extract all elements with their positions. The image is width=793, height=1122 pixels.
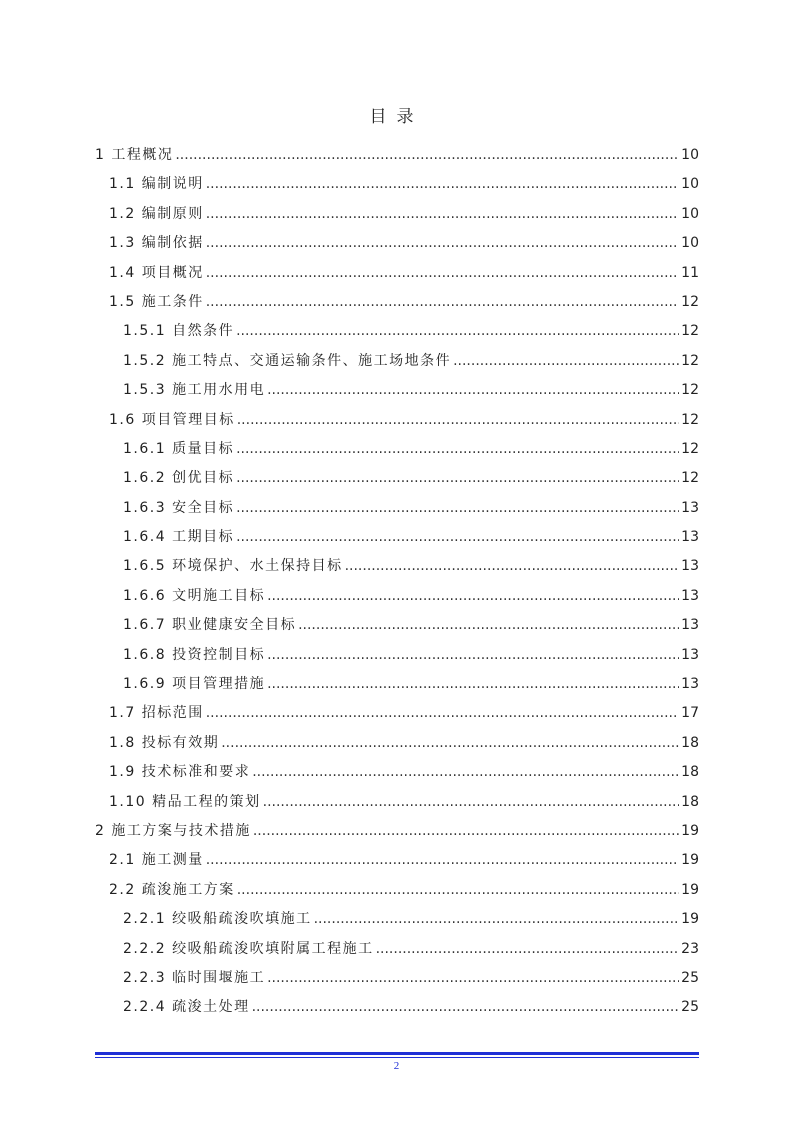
toc-entry-page: 18 <box>681 734 699 751</box>
toc-leader-dots <box>236 494 679 523</box>
toc-leader-dots <box>206 200 679 229</box>
toc-leader-dots <box>345 552 680 581</box>
toc-leader-dots <box>206 229 679 258</box>
toc-entry-label: 1.6.7 职业健康安全目标 <box>123 617 297 634</box>
toc-leader-dots <box>263 788 680 817</box>
toc-entry-label: 1.6.4 工期目标 <box>123 529 235 546</box>
toc-entry[interactable] <box>95 406 699 435</box>
toc-entry-page: 25 <box>681 999 699 1016</box>
page-number: 2 <box>393 1060 400 1072</box>
toc-entry-label: 2.2.1 绞吸船疏浚吹填施工 <box>123 911 312 928</box>
toc-entry[interactable] <box>95 846 699 875</box>
toc-entry[interactable] <box>95 200 699 229</box>
toc-entry[interactable] <box>95 729 699 758</box>
toc-leader-dots <box>236 464 679 493</box>
toc-entry[interactable] <box>95 464 699 493</box>
toc-entry[interactable] <box>95 523 699 552</box>
toc-entry[interactable] <box>95 141 699 170</box>
toc-entry-label: 1.10 精品工程的策划 <box>109 793 261 810</box>
toc-entry[interactable] <box>95 170 699 199</box>
toc-entry-label: 1.6.1 质量目标 <box>123 440 235 457</box>
toc-leader-dots <box>253 817 679 846</box>
toc-leader-dots <box>252 758 679 787</box>
toc-entry[interactable] <box>95 435 699 464</box>
toc-entry-label: 2.1 施工测量 <box>109 852 204 869</box>
toc-leader-dots <box>236 317 679 346</box>
toc-entry[interactable] <box>95 317 699 346</box>
toc-entry-page: 18 <box>681 764 699 781</box>
toc-entry-page: 12 <box>681 440 699 457</box>
toc-entry-page: 10 <box>681 205 699 222</box>
toc-entry-label: 1.5.2 施工特点、交通运输条件、施工场地条件 <box>123 352 452 369</box>
toc-entry-page: 19 <box>681 822 699 839</box>
toc-entry[interactable] <box>95 699 699 728</box>
toc-entry-page: 12 <box>681 293 699 310</box>
toc-entry-page: 17 <box>681 705 699 722</box>
toc-entry-page: 18 <box>681 793 699 810</box>
toc-entry-page: 12 <box>681 323 699 340</box>
toc-entry-label: 1.6.8 投资控制目标 <box>123 646 266 663</box>
toc-entry-page: 13 <box>681 499 699 516</box>
toc-entry-page: 19 <box>681 911 699 928</box>
toc-leader-dots <box>236 523 679 552</box>
toc-leader-dots <box>267 964 679 993</box>
toc-leader-dots <box>236 435 679 464</box>
toc-entry-page: 19 <box>681 881 699 898</box>
toc-entry-label: 1.8 投标有效期 <box>109 734 220 751</box>
toc-entry-label: 2.2.2 绞吸船疏浚吹填附属工程施工 <box>123 940 374 957</box>
toc-leader-dots <box>252 993 680 1022</box>
toc-leader-dots <box>267 670 679 699</box>
toc-entry-page: 13 <box>681 646 699 663</box>
toc-entry[interactable] <box>95 758 699 787</box>
toc-leader-dots <box>267 641 679 670</box>
toc-leader-dots <box>267 582 679 611</box>
toc-entry[interactable] <box>95 964 699 993</box>
toc-leader-dots <box>237 406 679 435</box>
toc-entry-label: 1.5 施工条件 <box>109 293 204 310</box>
toc-title: 目录 <box>369 107 424 127</box>
toc-entry-label: 1.2 编制原则 <box>109 205 204 222</box>
toc-leader-dots <box>206 288 679 317</box>
toc-entry-page: 12 <box>681 352 699 369</box>
toc-leader-dots <box>453 347 679 376</box>
toc-entry-page: 10 <box>681 147 699 163</box>
toc-entry[interactable] <box>95 552 699 581</box>
toc-entry-page: 10 <box>681 176 699 193</box>
toc-entry-page: 12 <box>681 470 699 487</box>
toc-entry-label: 1.6.2 创优目标 <box>123 470 235 487</box>
toc-entry-page: 19 <box>681 852 699 869</box>
toc-entry[interactable] <box>95 229 699 258</box>
toc-entry-label: 1 工程概况 <box>95 147 174 163</box>
toc-entry-label: 2.2.4 疏浚土处理 <box>123 999 250 1016</box>
toc-entry[interactable] <box>95 376 699 405</box>
toc-leader-dots <box>314 905 680 934</box>
toc-entry-page: 13 <box>681 529 699 546</box>
toc-entry[interactable] <box>95 670 699 699</box>
toc-entry-page: 10 <box>681 235 699 252</box>
toc-leader-dots <box>376 935 680 964</box>
toc-entry[interactable] <box>95 788 699 817</box>
toc-entry-page: 11 <box>681 264 699 281</box>
toc-entry[interactable] <box>95 611 699 640</box>
toc-entry-label: 1.6.3 安全目标 <box>123 499 235 516</box>
toc-entry-page: 13 <box>681 676 699 693</box>
toc-entry-page: 12 <box>681 382 699 399</box>
toc-leader-dots <box>175 141 679 170</box>
toc-entry-label: 1.7 招标范围 <box>109 705 204 722</box>
toc-leader-dots <box>267 376 679 405</box>
toc-leader-dots <box>221 729 679 758</box>
toc-entry-label: 1.5.1 自然条件 <box>123 323 235 340</box>
toc-entry[interactable] <box>95 259 699 288</box>
toc-entry[interactable] <box>95 993 699 1022</box>
toc-entry[interactable] <box>95 935 699 964</box>
toc-leader-dots <box>206 259 679 288</box>
toc-leader-dots <box>206 699 679 728</box>
toc-entry-label: 1.5.3 施工用水用电 <box>123 382 266 399</box>
toc-entry[interactable] <box>95 905 699 934</box>
toc-entry[interactable] <box>95 817 699 846</box>
toc-entry[interactable] <box>95 494 699 523</box>
toc-entry-page: 23 <box>681 940 699 957</box>
toc-leader-dots <box>206 170 679 199</box>
toc-leader-dots <box>298 611 679 640</box>
toc-entry-label: 1.4 项目概况 <box>109 264 204 281</box>
footer-rule <box>95 1052 699 1058</box>
toc-entry-label: 1.6.6 文明施工目标 <box>123 587 266 604</box>
toc-entry-label: 1.6.9 项目管理措施 <box>123 676 266 693</box>
toc-entry-label: 2.2.3 临时围堰施工 <box>123 969 266 986</box>
toc-entry-page: 13 <box>681 587 699 604</box>
toc-entry-page: 25 <box>681 969 699 986</box>
toc-entry-label: 2 施工方案与技术措施 <box>95 822 251 839</box>
toc-leader-dots <box>237 876 679 905</box>
toc-entry-page: 12 <box>681 411 699 428</box>
toc-entry-label: 1.6 项目管理目标 <box>109 411 235 428</box>
toc-leader-dots <box>206 846 679 875</box>
toc-entry[interactable] <box>95 876 699 905</box>
table-of-contents <box>95 141 699 1023</box>
toc-entry-label: 2.2 疏浚施工方案 <box>109 881 235 898</box>
toc-entry[interactable] <box>95 288 699 317</box>
toc-entry-label: 1.6.5 环境保护、水土保持目标 <box>123 558 343 575</box>
toc-entry[interactable] <box>95 641 699 670</box>
toc-entry-label: 1.3 编制依据 <box>109 235 204 252</box>
toc-entry-label: 1.1 编制说明 <box>109 176 204 193</box>
toc-entry[interactable] <box>95 347 699 376</box>
toc-entry-page: 13 <box>681 558 699 575</box>
toc-entry-label: 1.9 技术标准和要求 <box>109 764 251 781</box>
toc-entry[interactable] <box>95 582 699 611</box>
toc-entry-page: 13 <box>681 617 699 634</box>
